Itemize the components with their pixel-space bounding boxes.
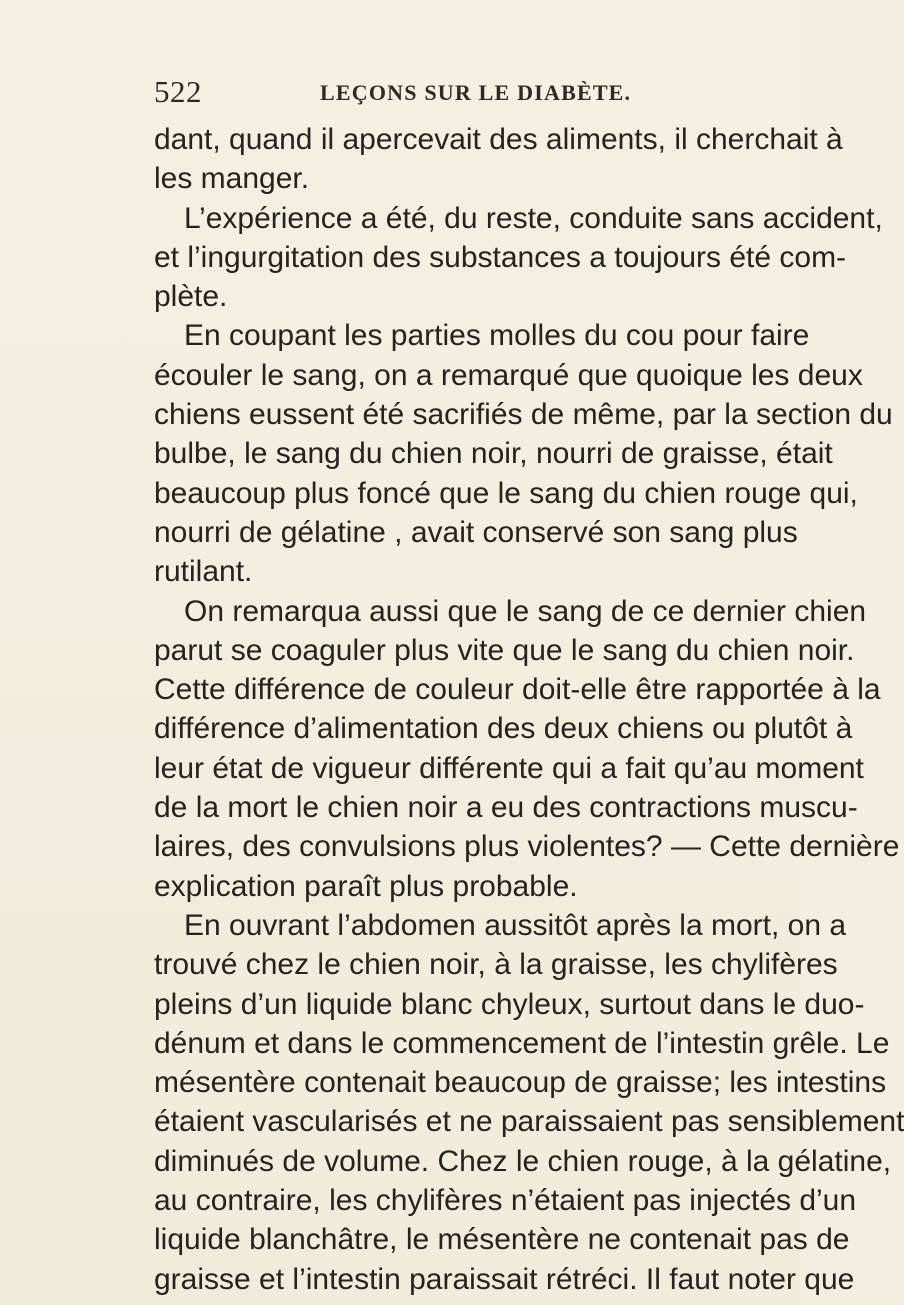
text-line: pleins d’un liquide blanc chyleux, surtout dans le duo- (154, 987, 865, 1021)
paragraph (154, 592, 900, 906)
paragraph (154, 906, 904, 1299)
page-number: 522 (154, 74, 202, 109)
paragraph (154, 199, 883, 317)
body-text (154, 120, 904, 1299)
text-line: de la mort le chien noir a eu des contractions muscu- (154, 791, 858, 825)
text-line: chiens eussent été sacrifiés de même, par la section du (154, 398, 893, 432)
text-line: étaient vascularisés et ne paraissaient pas sensiblement (154, 1105, 904, 1139)
text-line: mésentère contenait beaucoup de graisse; les intestins (154, 1066, 887, 1100)
text-line: laires, des convulsions plus violentes? — Cette dernière (154, 830, 900, 864)
text-line: écouler le sang, on a remarqué que quoique les deux (154, 358, 863, 392)
paragraph (154, 120, 843, 199)
text-line: En ouvrant l’abdomen aussitôt après la mort, on a (184, 908, 847, 942)
paragraph (154, 316, 893, 591)
text-line: dénum et dans le commencement de l’intestin grêle. Le (154, 1026, 890, 1060)
text-line: nourri de gélatine , avait conservé son sang plus (154, 515, 798, 549)
running-title: LEÇONS SUR LE DIABÈTE. (320, 80, 632, 105)
text-line: les manger. (154, 162, 310, 196)
text-line: au contraire, les chylifères n’étaient pas injectés d’un (154, 1184, 857, 1218)
text-line: différence d’alimentation des deux chiens ou plutôt à (154, 712, 853, 746)
text-line: Cette différence de couleur doit-elle être rapportée à la (154, 673, 881, 707)
text-line: leur état de vigueur différente qui a fait qu’au moment (154, 751, 864, 785)
text-line: rutilant. (154, 555, 253, 589)
text-line: trouvé chez le chien noir, à la graisse, les chylifères (154, 948, 838, 982)
text-line: liquide blanchâtre, le mésentère ne contenait pas de (154, 1223, 850, 1257)
text-line: bulbe, le sang du chien noir, nourri de graisse, était (154, 437, 833, 471)
page-header (154, 74, 754, 114)
text-line: diminués de volume. Chez le chien rouge, à la gélatine, (154, 1144, 892, 1178)
text-line: L’expérience a été, du reste, conduite sans accident, (184, 201, 883, 235)
text-line: explication paraît plus probable. (154, 869, 578, 903)
text-line: et l’ingurgitation des substances a toujours été com- (154, 240, 847, 274)
text-line: plète. (154, 280, 228, 314)
text-line: On remarqua aussi que le sang de ce dernier chien (184, 594, 867, 628)
text-line: parut se coaguler plus vite que le sang du chien noir. (154, 633, 855, 667)
text-line: En coupant les parties molles du cou pour faire (184, 319, 810, 353)
text-line: dant, quand il apercevait des aliments, il cherchait à (154, 123, 843, 156)
text-line: graisse et l’intestin paraissait rétréci. Il faut noter que (154, 1262, 855, 1296)
text-line: beaucoup plus foncé que le sang du chien rouge qui, (154, 476, 858, 510)
